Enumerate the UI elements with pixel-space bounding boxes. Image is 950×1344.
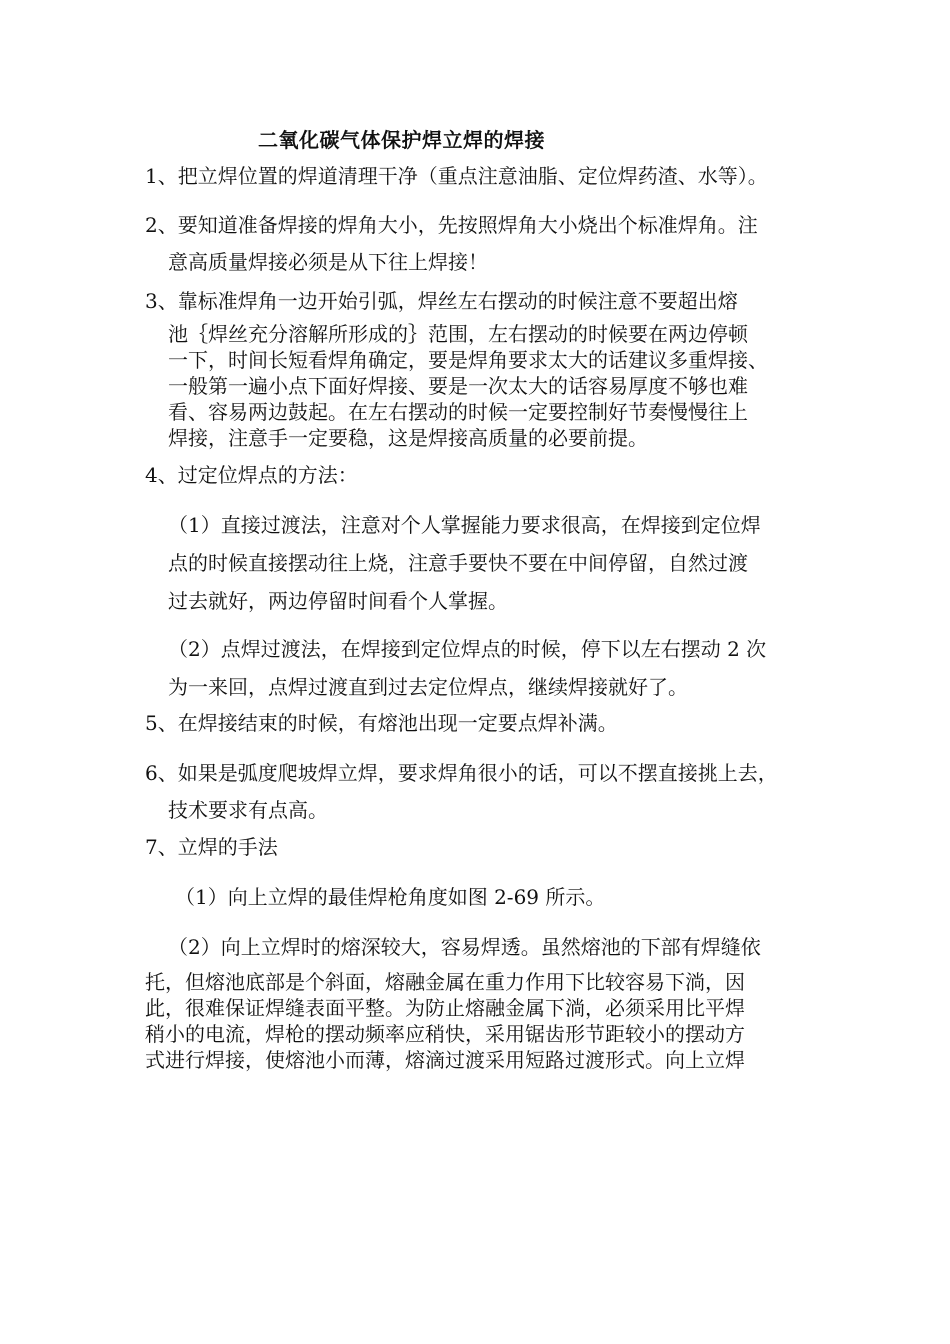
paragraph-line: 意高质量焊接必须是从下往上焊接！ (168, 250, 488, 274)
paragraph-line: （2）点焊过渡法，在焊接到定位焊点的时候，停下以左右摆动 2 次 (168, 637, 767, 661)
paragraph-line: 4、过定位焊点的方法： (145, 463, 358, 487)
paragraph-line: 7、立焊的手法 (145, 835, 278, 859)
paragraph-line: 为一来回，点焊过渡直到过去定位焊点，继续焊接就好了。 (168, 675, 688, 699)
paragraph-line: （1）直接过渡法，注意对个人掌握能力要求很高，在焊接到定位焊 (168, 513, 761, 537)
paragraph-line: 6、如果是弧度爬坡焊立焊，要求焊角很小的话，可以不摆直接挑上去， (145, 761, 778, 785)
paragraph-line: 1、把立焊位置的焊道清理干净（重点注意油脂、定位焊药渣、水等）。 (145, 164, 768, 188)
paragraph-line: 稍小的电流，焊枪的摆动频率应稍快，采用锯齿形节距较小的摆动方 (145, 1022, 745, 1046)
paragraph-line: 点的时候直接摆动往上烧，注意手要快不要在中间停留，自然过渡 (168, 551, 748, 575)
paragraph-line: 3、靠标准焊角一边开始引弧，焊丝左右摆动的时候注意不要超出熔 (145, 289, 738, 313)
paragraph-line: 一般第一遍小点下面好焊接、要是一次太大的话容易厚度不够也难 (168, 374, 748, 398)
paragraph-line: 技术要求有点高。 (168, 798, 328, 822)
paragraph-line: 2、要知道准备焊接的焊角大小，先按照焊角大小烧出个标准焊角。注 (145, 213, 758, 237)
paragraph-line: 一下，时间长短看焊角确定，要是焊角要求太大的话建议多重焊接、 (168, 348, 768, 372)
paragraph-line: 池｛焊丝充分溶解所形成的｝范围，左右摆动的时候要在两边停顿 (168, 322, 748, 346)
paragraph-line: 看、容易两边鼓起。在左右摆动的时候一定要控制好节奏慢慢往上 (168, 400, 748, 424)
paragraph-line: （1）向上立焊的最佳焊枪角度如图 2-69 所示。 (175, 885, 606, 909)
paragraph-line: 托，但熔池底部是个斜面，熔融金属在重力作用下比较容易下淌，因 (145, 970, 745, 994)
paragraph-line: 5、在焊接结束的时候，有熔池出现一定要点焊补满。 (145, 711, 618, 735)
page-title: 二氧化碳气体保护焊立焊的焊接 (258, 128, 545, 152)
paragraph-line: 过去就好，两边停留时间看个人掌握。 (168, 589, 508, 613)
paragraph-line: 此，很难保证焊缝表面平整。为防止熔融金属下淌，必须采用比平焊 (145, 996, 745, 1020)
paragraph-line: 式进行焊接，使熔池小而薄，熔滴过渡采用短路过渡形式。向上立焊 (145, 1048, 745, 1072)
paragraph-line: 焊接，注意手一定要稳，这是焊接高质量的必要前提。 (168, 426, 648, 450)
paragraph-line: （2）向上立焊时的熔深较大，容易焊透。虽然熔池的下部有焊缝依 (168, 935, 761, 959)
